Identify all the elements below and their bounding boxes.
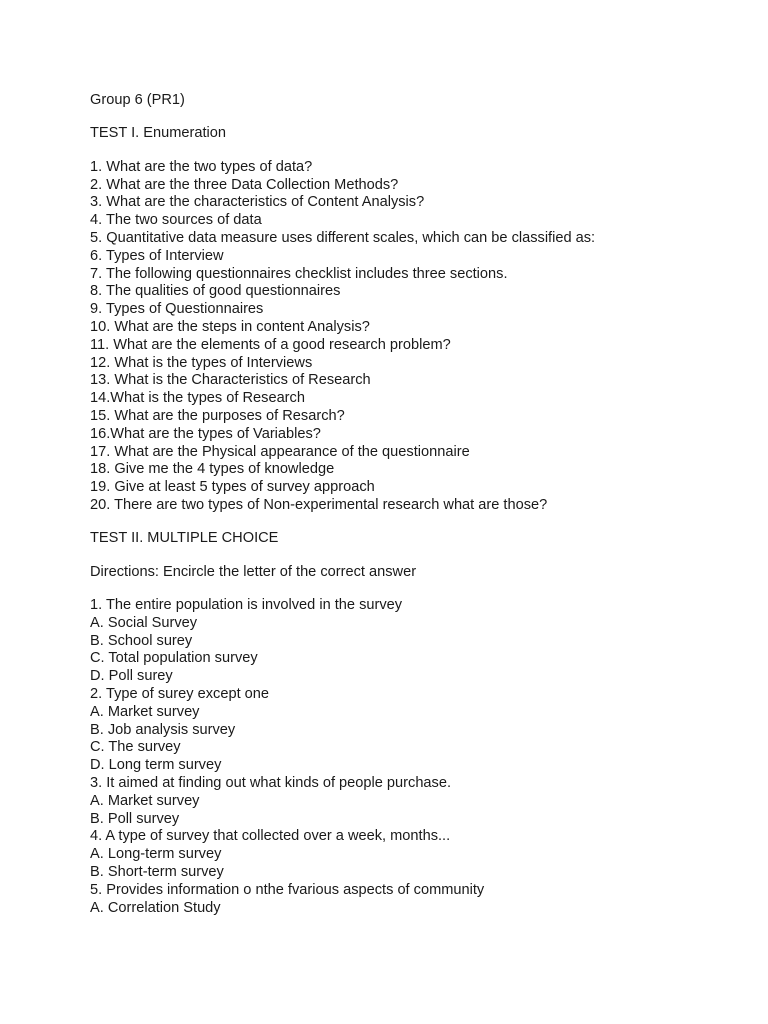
test1-question: 11. What are the elements of a good research problem? xyxy=(90,336,451,353)
spacer xyxy=(90,515,750,531)
test2-heading: TEST II. MULTIPLE CHOICE xyxy=(90,530,279,547)
test1-question: 4. The two sources of data xyxy=(90,212,262,229)
test2-question: 1. The entire population is involved in the survey xyxy=(90,597,403,614)
test2-choice: B. Poll survey xyxy=(90,810,180,827)
test1-question: 8. The qualities of good questionnaires xyxy=(90,283,341,300)
test2-question: 2. Type of surey except one xyxy=(90,686,270,703)
test2-question: 4. A type of survey that collected over a week, months... xyxy=(90,828,451,845)
test1-question: 19. Give at least 5 types of survey approach xyxy=(90,479,375,496)
test1-question: 18. Give me the 4 types of knowledge xyxy=(90,461,335,478)
test2-choice: B. Job analysis survey xyxy=(90,721,236,738)
test2-choice: A. Long-term survey xyxy=(90,846,222,863)
test1-question: 3. What are the characteristics of Content Analysis? xyxy=(90,194,425,211)
test1-question: 12. What is the types of Interviews xyxy=(90,354,313,371)
test2-choice: D. Long term survey xyxy=(90,757,222,774)
test1-question: 6. Types of Interview xyxy=(90,247,224,264)
test2-choice: A. Market survey xyxy=(90,703,200,720)
test1-question: 5. Quantitative data measure uses different scales, which can be classified as: xyxy=(90,229,596,246)
spacer xyxy=(90,548,750,564)
test1-question: 10. What are the steps in content Analysis? xyxy=(90,318,370,335)
test2-choice: A. Correlation Study xyxy=(90,899,221,916)
test1-question: 17. What are the Physical appearance of the questionnaire xyxy=(90,443,470,460)
test2-choice: B. Short-term survey xyxy=(90,864,224,881)
test2-question: 5. Provides information o nthe fvarious aspects of community xyxy=(90,881,485,898)
test1-question: 9. Types of Questionnaires xyxy=(90,301,264,318)
test1-question: 2. What are the three Data Collection Methods? xyxy=(90,176,399,193)
test1-question: 15. What are the purposes of Resarch? xyxy=(90,407,345,424)
test2-choice: C. The survey xyxy=(90,739,181,756)
test2-question: 3. It aimed at finding out what kinds of people purchase. xyxy=(90,775,452,792)
test2-choice: D. Poll surey xyxy=(90,668,173,685)
spacer xyxy=(90,582,750,598)
test1-heading: TEST I. Enumeration xyxy=(90,125,226,142)
test1-question: 1. What are the two types of data? xyxy=(90,158,313,175)
test1-question: 16.What are the types of Variables? xyxy=(90,425,321,442)
test2-choice: A. Market survey xyxy=(90,792,200,809)
test2-choice: A. Social Survey xyxy=(90,614,198,631)
test2-directions: Directions: Encircle the letter of the correct answer xyxy=(90,563,417,580)
test1-question: 14.What is the types of Research xyxy=(90,390,305,407)
test1-question: 7. The following questionnaires checklist includes three sections. xyxy=(90,265,508,282)
document-page xyxy=(90,92,750,917)
test1-question: 13. What is the Characteristics of Research xyxy=(90,372,371,389)
test2-choice: B. School surey xyxy=(90,632,193,649)
document-title: Group 6 (PR1) xyxy=(90,92,185,108)
test2-choice: C. Total population survey xyxy=(90,650,258,667)
test1-question-list xyxy=(90,159,750,515)
test2-question-list xyxy=(90,597,750,917)
test1-question: 20. There are two types of Non-experimental research what are those? xyxy=(90,496,548,513)
spacer xyxy=(90,110,750,126)
spacer xyxy=(90,143,750,159)
